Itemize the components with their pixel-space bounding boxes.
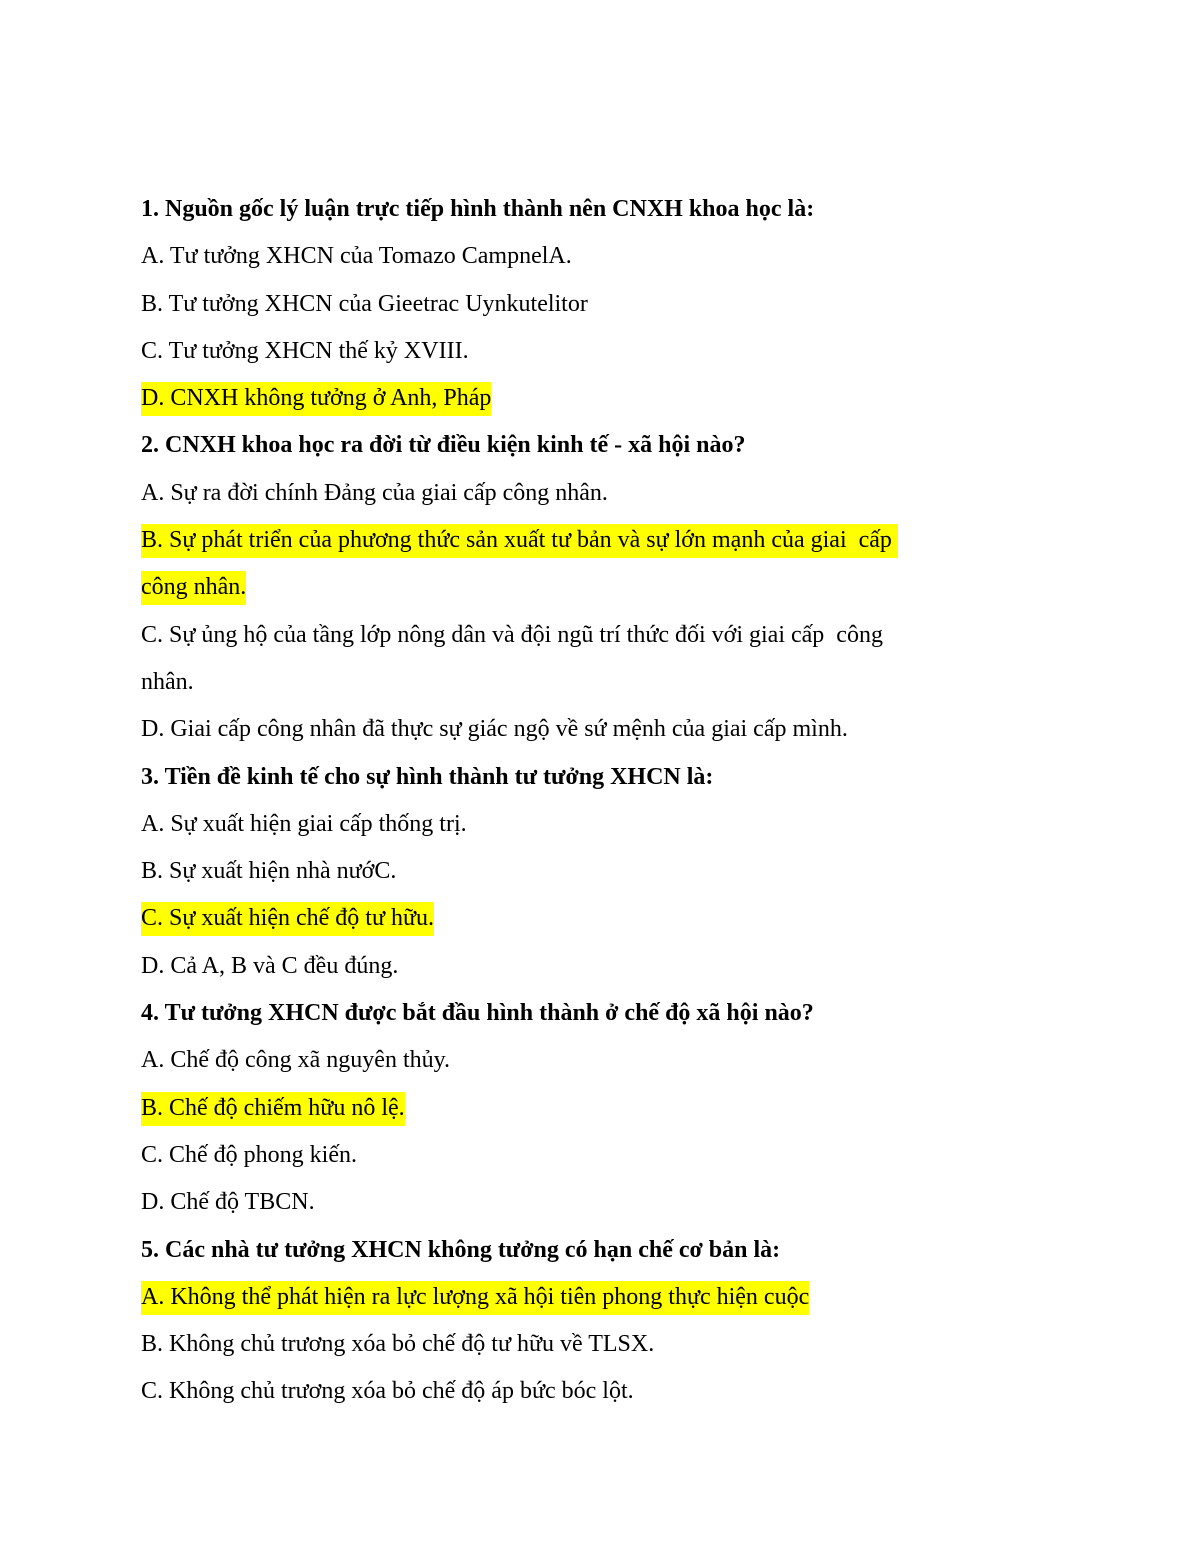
q2-option-b-answer-cont [141, 564, 1041, 611]
q2-option-b-answer [141, 517, 1041, 564]
document-page [141, 186, 1041, 1416]
q5-option-b: B. Không chủ trương xóa bỏ chế độ tư hữu về TLSX. [141, 1331, 655, 1358]
q5-option-c: C. Không chủ trương xóa bỏ chế độ áp bức bóc lột. [141, 1378, 634, 1405]
q3-option-d: D. Cả A, B và C đều đúng. [141, 952, 399, 979]
q4-option-a: A. Chế độ công xã nguyên thủy. [141, 1047, 451, 1074]
answer-highlight: D. CNXH không tưởng ở Anh, Pháp [141, 382, 491, 416]
q1-option-c: C. Tư tưởng XHCN thế kỷ XVIII. [141, 337, 469, 364]
answer-highlight: C. Sự xuất hiện chế độ tư hữu. [141, 902, 434, 936]
question-4: 4. Tư tưởng XHCN được bắt đầu hình thành ở chế độ xã hội nào? [141, 1000, 814, 1027]
answer-highlight: công nhân. [141, 571, 246, 605]
question-1: 1. Nguồn gốc lý luận trực tiếp hình thành nên CNXH khoa học là: [141, 196, 815, 222]
q1-option-a: A. Tư tưởng XHCN của Tomazo CampnelA. [141, 243, 572, 270]
q5-option-a-answer [141, 1274, 1041, 1321]
q3-option-b: B. Sự xuất hiện nhà nướC. [141, 858, 397, 885]
q4-option-d: D. Chế độ TBCN. [141, 1189, 315, 1216]
question-3: 3. Tiền đề kinh tế cho sự hình thành tư tưởng XHCN là: [141, 763, 714, 790]
q2-option-c-cont: nhân. [141, 668, 194, 695]
q4-option-b-answer [141, 1085, 1041, 1132]
answer-highlight: A. Không thể phát hiện ra lực lượng xã hội tiên phong thực hiện cuộc [141, 1281, 809, 1315]
q3-option-a: A. Sự xuất hiện giai cấp thống trị. [141, 810, 467, 837]
question-2: 2. CNXH khoa học ra đời từ điều kiện kinh tế - xã hội nào? [141, 432, 746, 459]
question-5: 5. Các nhà tư tưởng XHCN không tưởng có hạn chế cơ bản là: [141, 1236, 781, 1263]
q1-option-d-answer [141, 375, 1041, 422]
q1-option-b: B. Tư tưởng XHCN của Gieetrac Uynkutelitor [141, 290, 588, 317]
answer-highlight: B. Sự phát triển của phương thức sản xuất tư bản và sự lớn mạnh của giai cấp [141, 524, 898, 558]
answer-highlight: B. Chế độ chiếm hữu nô lệ. [141, 1092, 405, 1126]
q3-option-c-answer [141, 895, 1041, 942]
q2-option-d: D. Giai cấp công nhân đã thực sự giác ngộ về sứ mệnh của giai cấp mình. [141, 716, 848, 743]
q2-option-a: A. Sự ra đời chính Đảng của giai cấp công nhân. [141, 479, 608, 506]
q2-option-c: C. Sự ủng hộ của tầng lớp nông dân và đội ngũ trí thức đối với giai cấp công [141, 621, 883, 648]
q4-option-c: C. Chế độ phong kiến. [141, 1141, 357, 1168]
